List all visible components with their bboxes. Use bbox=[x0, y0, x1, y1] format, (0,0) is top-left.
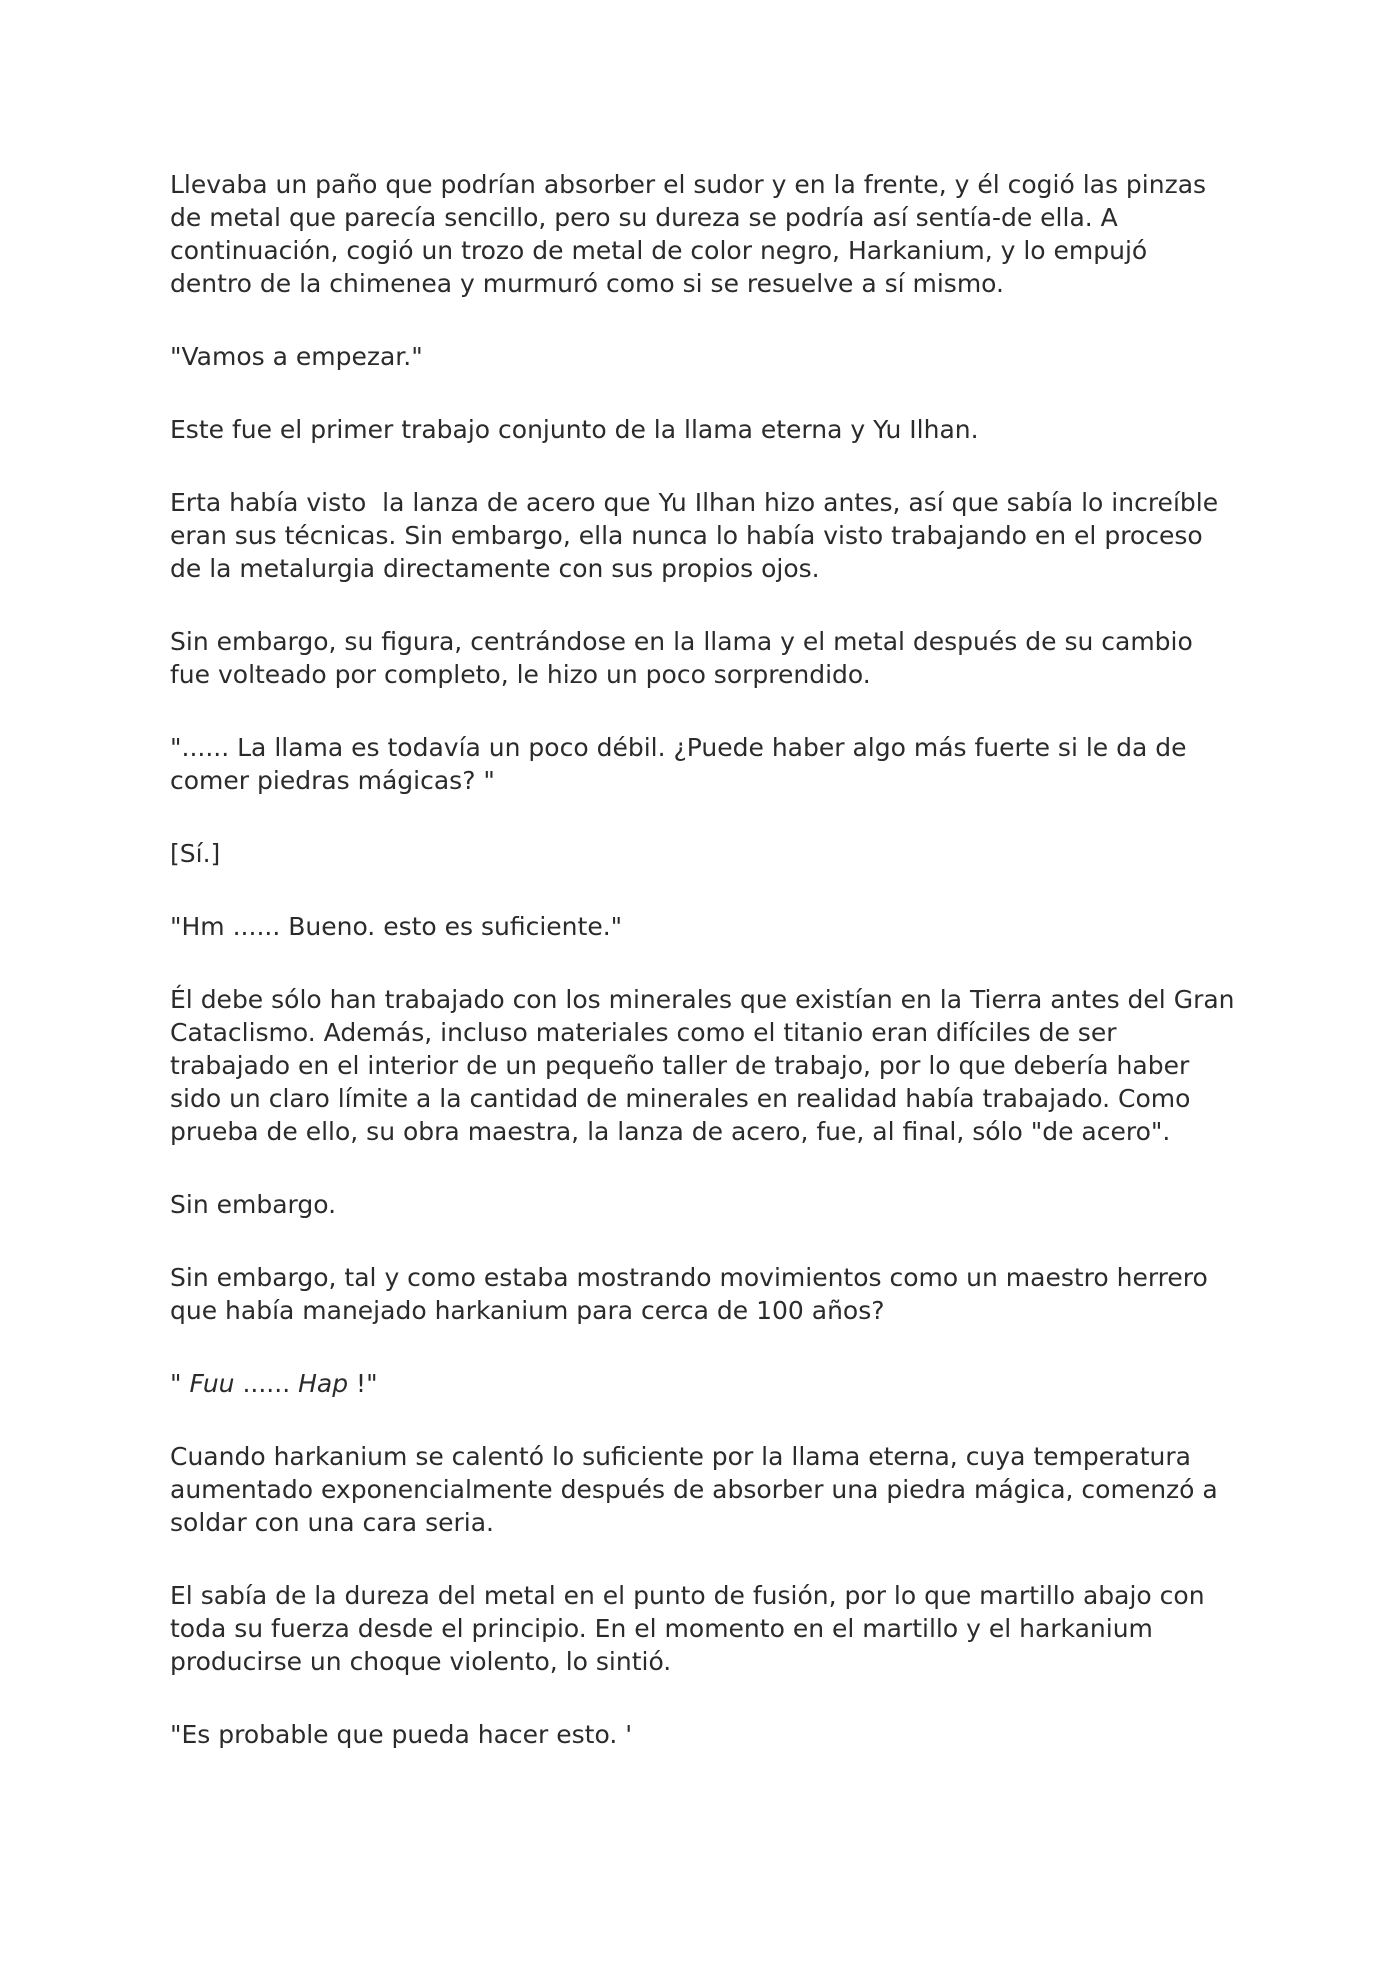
paragraph-3: Este fue el primer trabajo conjunto de la llama eterna y Yu Ilhan. bbox=[170, 415, 979, 444]
paragraph-10: Sin embargo. bbox=[170, 1190, 337, 1219]
paragraph-2: "Vamos a empezar." bbox=[170, 342, 423, 371]
paragraph-11: Sin embargo, tal y como estaba mostrando movimientos como un maestro herrero que había manejado harkanium para cerca de 100 años? bbox=[170, 1263, 1208, 1325]
paragraph-9: Él debe sólo han trabajado con los minerales que existían en la Tierra antes del Gran Cataclismo. Además, incluso materiales como el titanio eran difíciles de ser trabajado en el interior de un pequeño taller de trabajo, por lo que debería haber sido un claro límite a la cantidad de minerales en realidad había trabajado. Como prueba de ello, su obra maestra, la lanza de acero, fue, al final, sólo "de acero". bbox=[170, 985, 1235, 1146]
paragraph-14: El sabía de la dureza del metal en el punto de fusión, por lo que martillo abajo con toda su fuerza desde el principio. En el momento en el martillo y el harkanium producirse un choque violento, lo sintió. bbox=[170, 1581, 1205, 1676]
exclamation-word-fuu: Fuu bbox=[189, 1369, 235, 1398]
paragraph-4: Erta había visto la lanza de acero que Yu Ilhan hizo antes, así que sabía lo increíble eran sus técnicas. Sin embargo, ella nunca lo había visto trabajando en el proceso de la metalurgia directamente con sus propios ojos. bbox=[170, 488, 1219, 583]
exclamation-word-hap: Hap bbox=[298, 1369, 349, 1398]
paragraph-6: "...... La llama es todavía un poco débil. ¿Puede haber algo más fuerte si le da de comer piedras mágicas? " bbox=[170, 733, 1187, 795]
paragraph-7: [Sí.] bbox=[170, 839, 221, 868]
exclamation-open-quote: " bbox=[170, 1369, 190, 1398]
exclamation-ellipsis: ...... bbox=[234, 1369, 299, 1398]
paragraph-1: Llevaba un paño que podrían absorber el sudor y en la frente, y él cogió las pinzas de metal que parecía sencillo, pero su dureza se podría así sentía-de ella. A continuación, cogió un trozo de metal de color negro, Harkanium, y lo empujó dentro de la chimenea y murmuró como si se resuelve a sí mismo. bbox=[170, 170, 1207, 298]
paragraph-exclamation bbox=[170, 1367, 1250, 1400]
paragraph-5: Sin embargo, su figura, centrándose en la llama y el metal después de su cambio fue volteado por completo, le hizo un poco sorprendido. bbox=[170, 627, 1193, 689]
exclamation-close: !" bbox=[348, 1369, 378, 1398]
paragraph-8: "Hm ...... Bueno. esto es suficiente." bbox=[170, 912, 623, 941]
paragraph-13: Cuando harkanium se calentó lo suficiente por la llama eterna, cuya temperatura aumentado exponencialmente después de absorber una piedra mágica, comenzó a soldar con una cara seria. bbox=[170, 1442, 1218, 1537]
document-page bbox=[170, 168, 1250, 1791]
paragraph-15: "Es probable que pueda hacer esto. ' bbox=[170, 1720, 633, 1749]
